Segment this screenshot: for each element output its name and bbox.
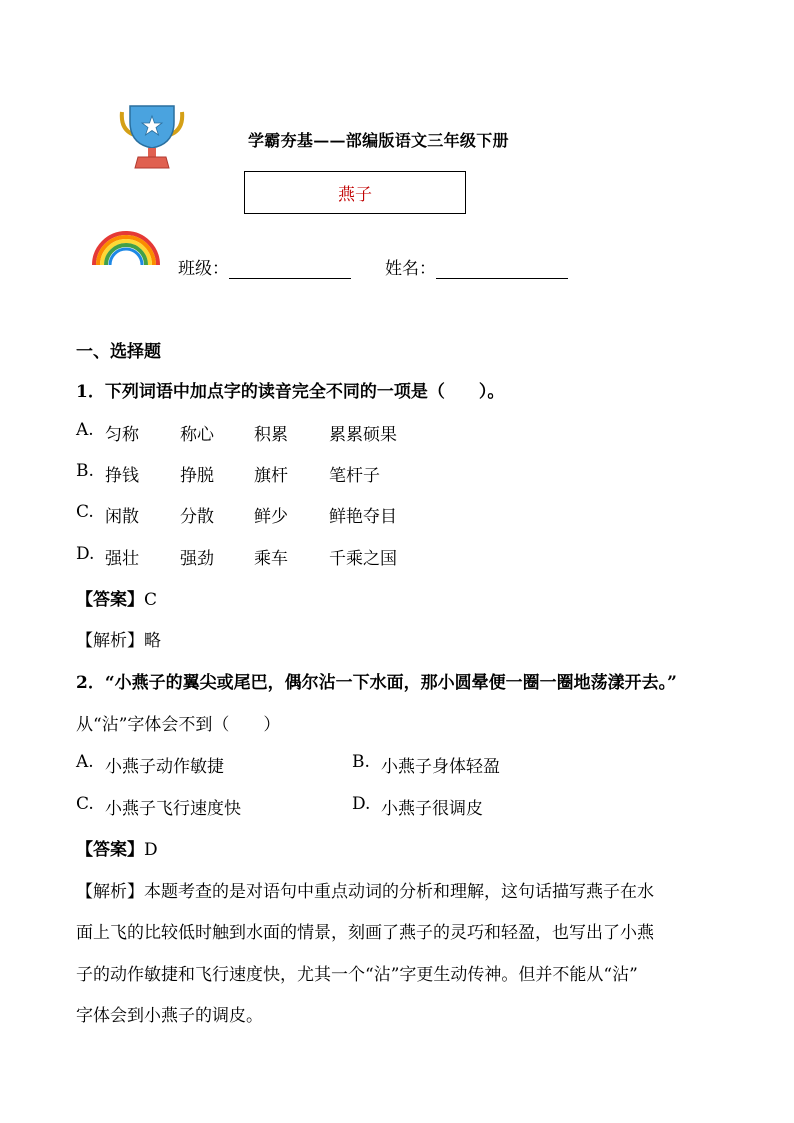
q2-analysis-line4: 字体会到小燕子的调皮。	[76, 1006, 263, 1026]
option-letter: D.	[76, 544, 95, 564]
page-title: 学霸夯基——部编版语文三年级下册	[248, 131, 509, 150]
rainbow-icon	[90, 227, 162, 267]
answer-tag: 【答案】	[76, 840, 144, 860]
q2-analysis-line2: 面上飞的比较低时触到水面的情景，刻画了燕子的灵巧和轻盈，也写出了小燕	[76, 923, 654, 943]
option-letter: A.	[76, 420, 94, 440]
section-heading: 一、选择题	[76, 342, 161, 362]
option-letter: C.	[76, 794, 94, 814]
class-field	[178, 254, 351, 279]
q1-analysis	[76, 626, 161, 651]
q2-stem-line1: 2．“小燕子的翼尖或尾巴，偶尔沾一下水面，那小圆晕便一圈一圈地荡漾开去。”	[76, 673, 677, 693]
option-word: 累累硕果	[329, 425, 397, 445]
analysis-tag: 【解析】	[76, 882, 144, 902]
option-text: 小燕子动作敏捷	[105, 757, 224, 777]
class-blank[interactable]	[229, 260, 351, 279]
option-word: 鲜少	[254, 507, 288, 527]
name-field	[385, 254, 568, 279]
answer-value: D	[144, 840, 158, 860]
option-word: 鲜艳夺目	[329, 507, 397, 527]
option-letter: A.	[76, 752, 94, 772]
option-word: 强劲	[180, 549, 214, 569]
option-word: 匀称	[105, 425, 139, 445]
answer-value: C	[144, 590, 158, 610]
q2-answer	[76, 835, 158, 860]
option-word: 强壮	[105, 549, 139, 569]
option-word: 挣钱	[105, 466, 139, 486]
option-word: 千乘之国	[329, 549, 397, 569]
option-word: 积累	[254, 425, 288, 445]
q2-analysis-line1	[76, 877, 654, 902]
option-word: 笔杆子	[329, 466, 380, 486]
trophy-icon	[118, 104, 186, 170]
lesson-title: 燕子	[338, 185, 372, 205]
option-text: 小燕子很调皮	[381, 799, 483, 819]
name-blank[interactable]	[436, 260, 568, 279]
analysis-text: 本题考查的是对语句中重点动词的分析和理解，这句话描写燕子在水	[144, 882, 654, 902]
option-word: 旗杆	[254, 466, 288, 486]
class-label: 班级：	[178, 259, 229, 279]
answer-tag: 【答案】	[76, 590, 144, 610]
option-text: 小燕子飞行速度快	[105, 799, 241, 819]
q1-stem: 1．下列词语中加点字的读音完全不同的一项是（ ）。	[76, 382, 505, 402]
option-letter: D.	[352, 794, 371, 814]
q1-answer	[76, 585, 157, 610]
q2-analysis-line3: 子的动作敏捷和飞行速度快，尤其一个“沾”字更生动传神。但并不能从“沾”	[76, 965, 638, 985]
option-letter: C.	[76, 502, 94, 522]
option-text: 小燕子身体轻盈	[381, 757, 500, 777]
option-word: 分散	[180, 507, 214, 527]
name-label: 姓名：	[385, 259, 436, 279]
q2-stem-line2: 从“沾”字体会不到（ ）	[76, 715, 281, 735]
option-word: 称心	[180, 425, 214, 445]
analysis-text: 略	[144, 631, 161, 651]
option-word: 闲散	[105, 507, 139, 527]
option-word: 挣脱	[180, 466, 214, 486]
lesson-title-box	[244, 171, 466, 214]
option-word: 乘车	[254, 549, 288, 569]
analysis-tag: 【解析】	[76, 631, 144, 651]
option-letter: B.	[76, 461, 94, 481]
option-letter: B.	[352, 752, 370, 772]
